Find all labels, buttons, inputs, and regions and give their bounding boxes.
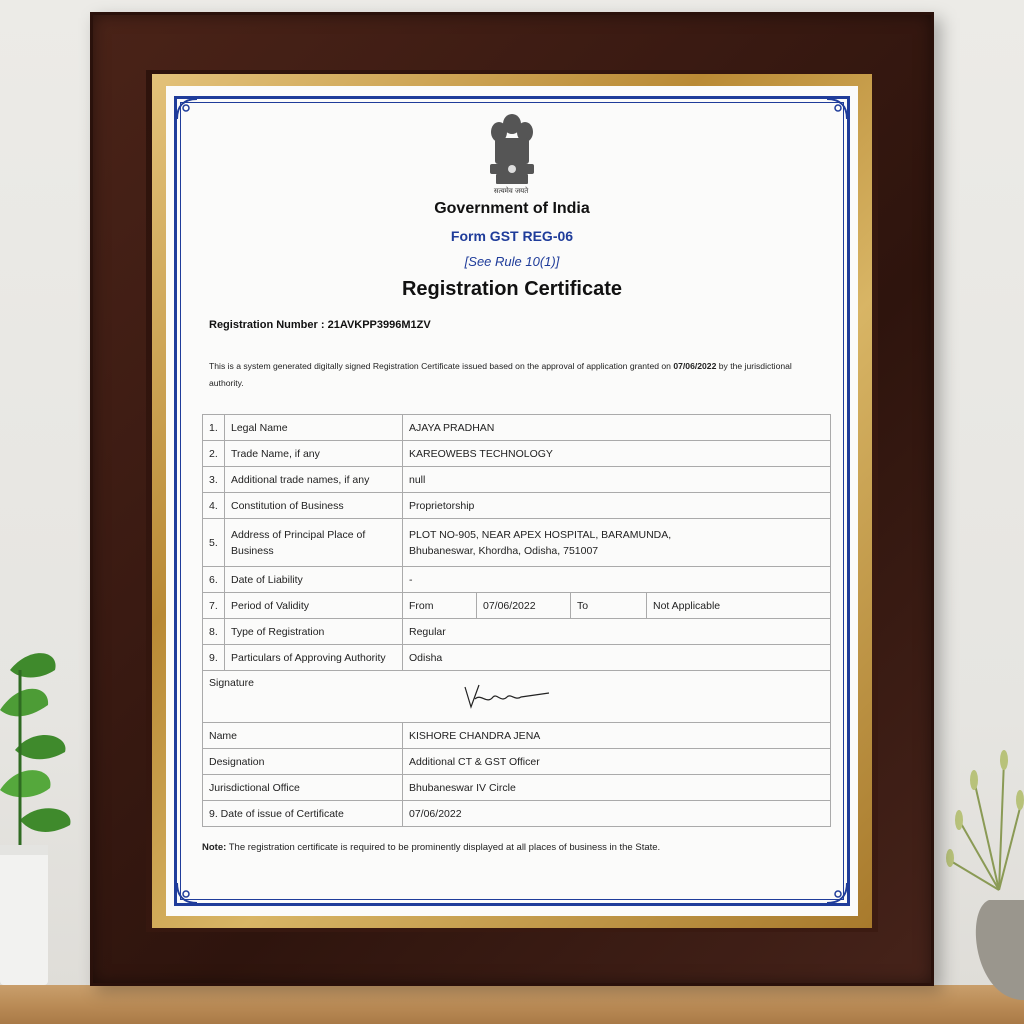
field-label: Jurisdictional Office (203, 775, 403, 801)
certificate-title: Registration Certificate (401, 278, 623, 300)
corner-ornament-top-right (824, 96, 850, 122)
row-number: 7. (203, 593, 225, 619)
potted-plant-left (0, 640, 90, 985)
table-row (203, 467, 831, 493)
intro-text: This is a system generated digitally signed Registration Certificate issued based on the approval of application granted on (209, 361, 674, 371)
address-line: PLOT NO-905, NEAR APEX HOSPITAL, BARAMUNDA, (409, 528, 672, 541)
address-line: Bhubaneswar, Khordha, Odisha, 751007 (409, 544, 599, 557)
government-heading: Government of India (434, 200, 590, 217)
field-label: Trade Name, if any (225, 441, 403, 467)
field-value: null (403, 467, 831, 493)
table-row (203, 801, 831, 827)
field-label: Name (203, 723, 403, 749)
row-number: 4. (203, 493, 225, 519)
registration-number (209, 319, 431, 331)
field-value: KAREOWEBS TECHNOLOGY (403, 441, 831, 467)
field-label: Additional trade names, if any (225, 467, 403, 493)
footer-note (202, 842, 842, 853)
field-label: Legal Name (225, 415, 403, 441)
field-label: Constitution of Business (225, 493, 403, 519)
field-value: KISHORE CHANDRA JENA (403, 723, 831, 749)
corner-ornament-top-left (174, 96, 200, 122)
note-label: Note: (202, 842, 227, 853)
field-label (225, 519, 403, 567)
field-value: 07/06/2022 (403, 801, 831, 827)
corner-ornament-bottom-right (824, 880, 850, 906)
validity-to-label: To (571, 593, 647, 619)
table-row (203, 645, 831, 671)
signature-cell (203, 671, 831, 723)
field-value: Additional CT & GST Officer (403, 749, 831, 775)
row-number: 5. (203, 519, 225, 567)
field-value: Odisha (403, 645, 831, 671)
row-number: 3. (203, 467, 225, 493)
table-row (203, 619, 831, 645)
form-name: Form GST REG-06 (450, 228, 574, 244)
handwritten-signature (459, 679, 551, 715)
corner-ornament-bottom-left (174, 880, 200, 906)
signature-row (203, 671, 831, 723)
field-label: 9. Date of issue of Certificate (203, 801, 403, 827)
table-row (203, 441, 831, 467)
rule-reference: [See Rule 10(1)] (464, 254, 560, 269)
certificate-paper (166, 86, 858, 916)
approval-date: 07/06/2022 (673, 361, 717, 371)
table-row (203, 519, 831, 567)
picture-frame (90, 12, 934, 986)
row-number: 1. (203, 415, 225, 441)
field-value: - (403, 567, 831, 593)
table-row (203, 493, 831, 519)
row-number: 6. (203, 567, 225, 593)
certificate-details-table (202, 414, 831, 827)
validity-from-label: From (403, 593, 477, 619)
field-value: Bhubaneswar IV Circle (403, 775, 831, 801)
validity-to-value: Not Applicable (647, 593, 831, 619)
row-number: 8. (203, 619, 225, 645)
field-label: Designation (203, 749, 403, 775)
field-value (403, 519, 831, 567)
signature-label: Signature (209, 677, 254, 689)
field-label: Period of Validity (225, 593, 403, 619)
field-value: AJAYA PRADHAN (403, 415, 831, 441)
table-row (203, 723, 831, 749)
table-row (203, 749, 831, 775)
row-number: 2. (203, 441, 225, 467)
registration-number-label: Registration Number : (209, 319, 328, 331)
field-value: Proprietorship (403, 493, 831, 519)
row-number: 9. (203, 645, 225, 671)
field-label-line: Business (231, 544, 274, 557)
table-row (203, 775, 831, 801)
field-label: Type of Registration (225, 619, 403, 645)
national-emblem-icon (482, 110, 542, 194)
table-row (203, 593, 831, 619)
table-row (203, 415, 831, 441)
intro-text-end: by the jurisdictional authority. (209, 361, 792, 388)
field-label: Date of Liability (225, 567, 403, 593)
registration-number-value: 21AVKPP3996M1ZV (327, 319, 431, 331)
note-text: The registration certificate is required to be prominently displayed at all places of business in the State. (226, 842, 661, 853)
table-row (203, 567, 831, 593)
field-value: Regular (403, 619, 831, 645)
field-label: Particulars of Approving Authority (225, 645, 403, 671)
validity-from-value: 07/06/2022 (477, 593, 571, 619)
field-label-line: Address of Principal Place of (231, 528, 366, 541)
intro-paragraph (209, 358, 821, 392)
potted-plant-right (944, 740, 1024, 1000)
national-motto: सत्यमेव जयते (493, 187, 529, 195)
